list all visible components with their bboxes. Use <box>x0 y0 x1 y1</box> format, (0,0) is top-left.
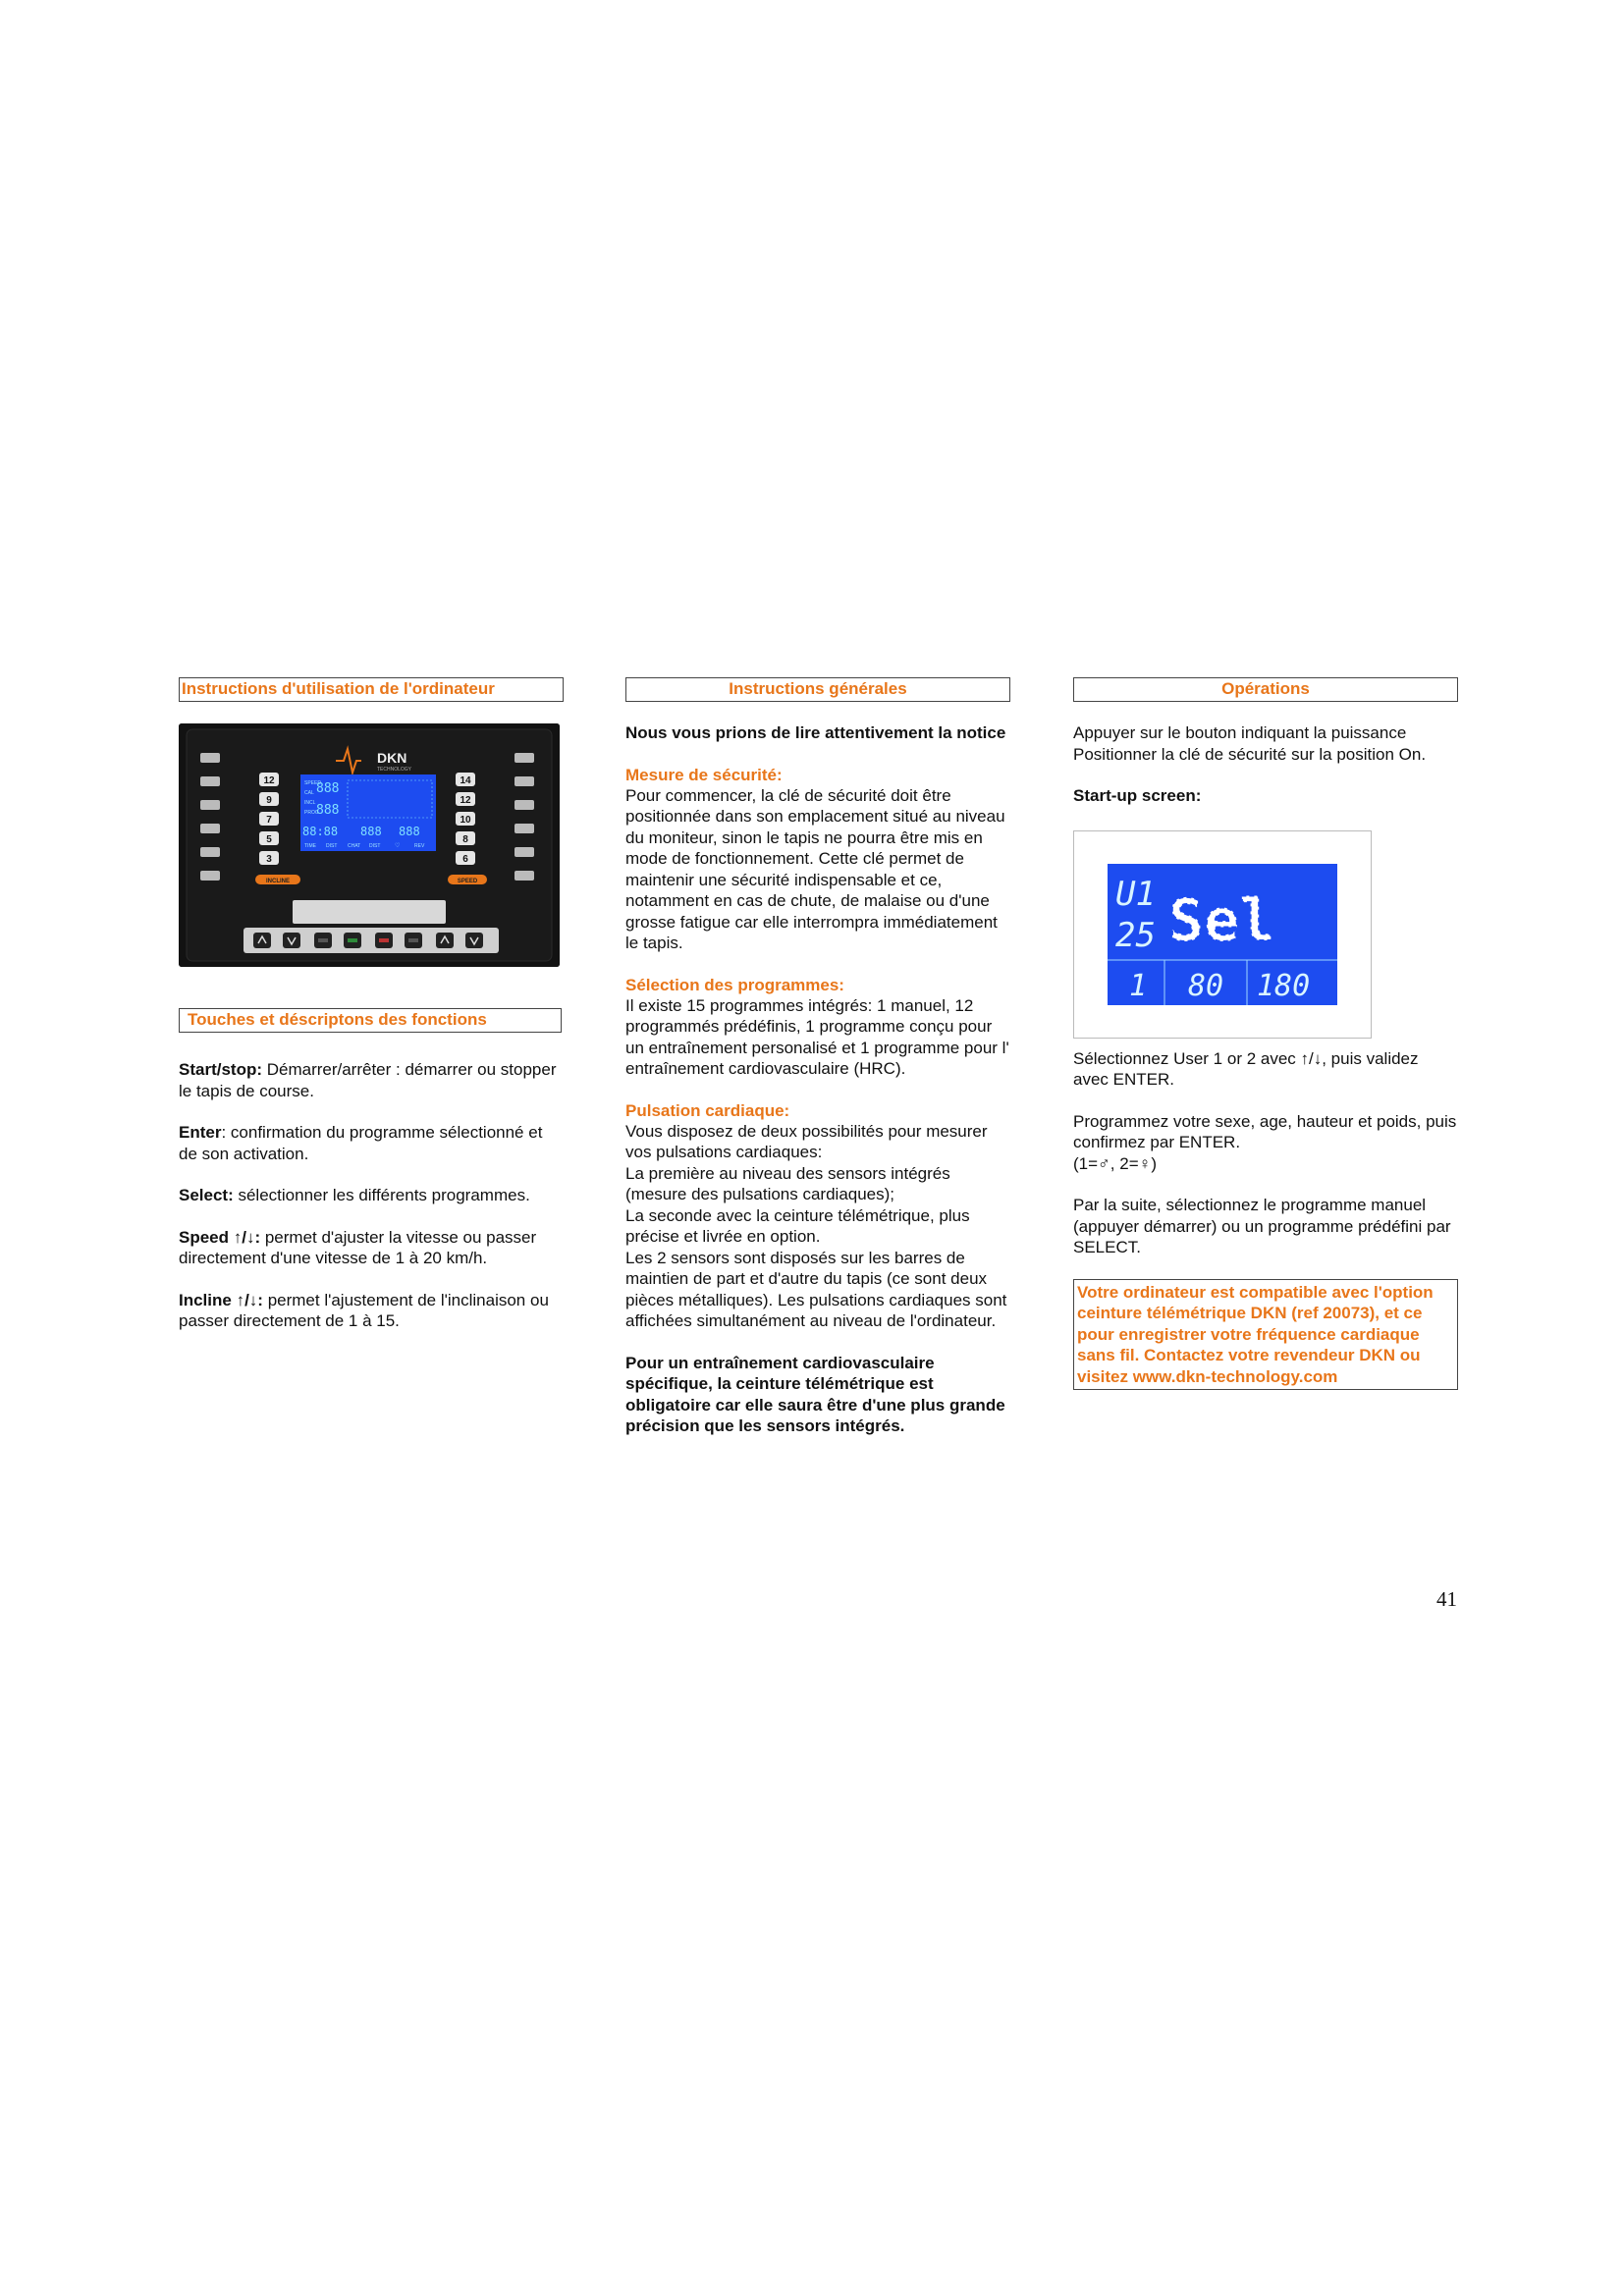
screen-bottom-1: 1 <box>1129 968 1148 1003</box>
lcd-digits-2: 888 <box>316 803 340 818</box>
program-profile-text: Programmez votre sexe, age, hauteur et poids, puis confirmez par ENTER. (1=♂, 2=♀) <box>1073 1111 1457 1173</box>
startup-screen <box>1108 864 1337 1005</box>
key-descriptions <box>179 1059 564 1332</box>
heart-rate-body: Vous disposez de deux possibilités pour mesurer vos pulsations cardiaques: La première au niveau des sensors intégrés (mesure des pulsations cardiaques); La seconde avec la ceinture télémétrique, plus précise et livrée en option. Les 2 sensors sont disposés sur les barres de maintien de part et d'autre du tapis (ce sont deux pièces métalliques). Les pulsations cardiaques sont affichées simultanément au niveau de l'ordinateur. <box>625 1121 1007 1330</box>
quick-key-left-1: 12 <box>263 775 275 786</box>
desc-enter-text: : confirmation du programme sélectionné et de son activation. <box>179 1123 543 1163</box>
book-holder <box>293 900 446 924</box>
column-operations <box>1073 677 1458 1390</box>
lcd-bottom-label-2: DIST <box>326 843 338 849</box>
lcd-display <box>300 774 436 851</box>
desc-speed <box>179 1227 564 1269</box>
quick-key-right-1: 14 <box>460 775 471 786</box>
desc-incline-text: permet l'ajustement de l'inclinaison ou passer directement de 1 à 15. <box>179 1290 549 1330</box>
desc-start-stop-label: Start/stop: <box>179 1060 262 1079</box>
desc-select-text: sélectionner les différents programmes. <box>233 1186 530 1204</box>
console-illustration <box>179 723 560 967</box>
quick-key-left-4: 5 <box>266 834 272 845</box>
compatibility-notice: Votre ordinateur est compatible avec l'option ceinture télémétrique DKN (ref 20073), et ce pour enregistrer votre fréquence cardiaque sans fil. Contactez votre revendeur DKN ou visitez www.dkn-technology.com <box>1073 1279 1458 1391</box>
screen-user: U1 <box>1115 874 1156 914</box>
lcd-label-cal: CAL <box>304 790 314 796</box>
startup-title: Start-up screen: <box>1073 786 1202 805</box>
lcd-bottom-label-4: DIST <box>369 843 381 849</box>
quick-key-right-3: 10 <box>460 815 471 826</box>
lcd-digits-5: 888 <box>399 825 420 838</box>
startup-screen-frame <box>1073 830 1372 1039</box>
lcd-bottom-label-5: ♡ <box>395 842 401 849</box>
lcd-label-incl: INCL <box>304 800 316 806</box>
screen-bottom-3: 180 <box>1257 968 1311 1003</box>
section-heading-keys: Touches et déscriptons des fonctions <box>179 1008 562 1033</box>
logo-brand: DKN <box>377 750 407 766</box>
console-svg <box>179 723 560 967</box>
desc-incline-label: Incline ↑/↓: <box>179 1290 263 1309</box>
quick-key-right-4: 8 <box>462 834 468 845</box>
page-number: 41 <box>1436 1587 1457 1611</box>
programs-title: Sélection des programmes: <box>625 975 844 994</box>
lcd-digits-3: 88:88 <box>302 825 339 838</box>
desc-enter <box>179 1122 564 1164</box>
screen-bottom-2: 80 <box>1188 968 1224 1003</box>
quick-key-left-5: 3 <box>266 854 272 865</box>
column-computer-instructions <box>179 677 564 1332</box>
section-heading-computer: Instructions d'utilisation de l'ordinateur <box>179 677 564 702</box>
screen-age: 25 <box>1115 915 1156 955</box>
desc-incline <box>179 1290 564 1332</box>
button-strip <box>244 928 499 953</box>
quick-key-left-2: 9 <box>266 795 272 806</box>
intro-text: Nous vous prions de lire attentivement la notice <box>625 723 1006 742</box>
power-on-text: Appuyer sur le bouton indiquant la puissance Positionner la clé de sécurité sur la position On. <box>1073 723 1427 764</box>
desc-speed-label: Speed ↑/↓: <box>179 1227 261 1247</box>
desc-select-label: Select: <box>179 1186 234 1204</box>
lcd-bottom-label-6: REV <box>414 843 425 849</box>
column-general-instructions <box>625 677 1010 1437</box>
speed-badge-label: SPEED <box>457 879 478 884</box>
desc-start-stop-text: Démarrer/arrêter : démarrer ou stopper le tapis de course. <box>179 1060 557 1100</box>
closing-text: Pour un entraînement cardiovasculaire spécifique, la ceinture télémétrique est obligatoire car elle saura être d'une plus grande précision que les sensors intégrés. <box>625 1353 1005 1435</box>
safety-title: Mesure de sécurité: <box>625 765 783 784</box>
section-heading-operations: Opérations <box>1073 677 1458 702</box>
heart-rate-title: Pulsation cardiaque: <box>625 1100 790 1120</box>
lcd-bottom-label-1: TIME <box>304 843 316 849</box>
programs-body: Il existe 15 programmes intégrés: 1 manuel, 12 programmés prédéfinis, 1 programme conçu pour un entraînement personalisé et 1 programme pour l' entraînement cardiovasculaire (HRC). <box>625 995 1009 1078</box>
quick-key-right-2: 12 <box>460 795 471 806</box>
desc-start-stop <box>179 1059 564 1101</box>
lcd-digits-1: 888 <box>316 781 340 796</box>
lcd-bottom-label-3: CHAT <box>348 843 361 849</box>
screen-sel-word: Sel <box>1168 885 1275 955</box>
select-user-text: Sélectionnez User 1 or 2 avec ↑/↓, puis validez avec ENTER. <box>1073 1048 1419 1089</box>
quick-key-left-3: 7 <box>266 815 272 826</box>
lcd-label-speed: SPEED <box>304 780 321 786</box>
logo-sub: TECHNOLOGY <box>377 767 412 773</box>
lcd-digits-4: 888 <box>360 825 382 838</box>
desc-select <box>179 1185 564 1206</box>
desc-enter-label: Enter <box>179 1123 222 1142</box>
section-heading-general: Instructions générales <box>625 677 1010 702</box>
quick-key-right-5: 6 <box>462 854 468 865</box>
select-program-text: Par la suite, sélectionnez le programme manuel (appuyer démarrer) ou un programme prédéfini par SELECT. <box>1073 1196 1451 1256</box>
desc-speed-text: permet d'ajuster la vitesse ou passer directement d'une vitesse de 1 à 20 km/h. <box>179 1227 537 1267</box>
safety-body: Pour commencer, la clé de sécurité doit être positionnée dans son emplacement situé au niveau du moniteur, sinon le tapis ne pourra être mis en mode de fonctionnement. Cette clé permet de maintenir une sécurité indispensable et ce, notamment en cas de chute, de malaise ou d'une grosse fatigue car elle interrompra immédiatement le tapis. <box>625 785 1005 952</box>
incline-badge-label: INCLINE <box>266 879 290 884</box>
lcd-label-prog: PROG <box>304 810 319 816</box>
